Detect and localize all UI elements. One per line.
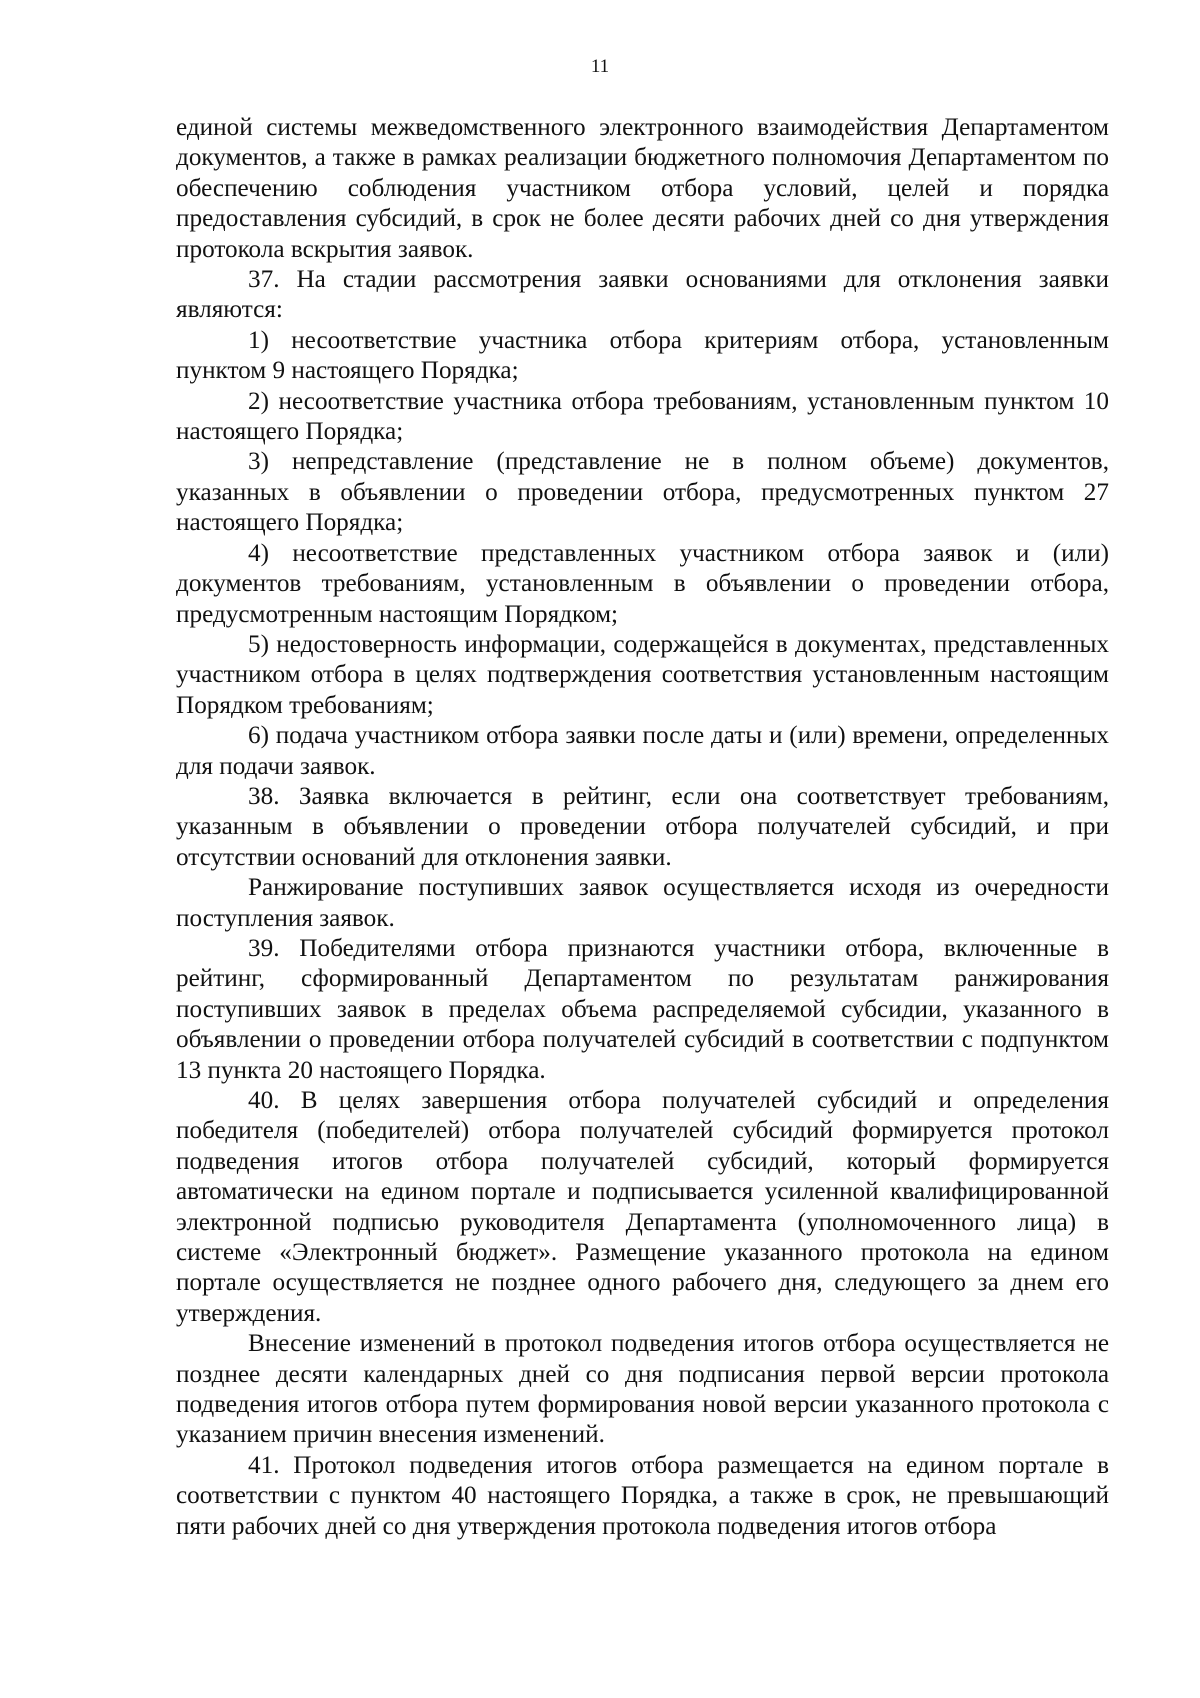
paragraph-item-40: 40. В целях завершения отбора получателей субсидий и определения победителя (победителей) отбора получателей субсидий формируется протокол подведения итогов отбора получателей субсидий, который формируется автоматически на едином портале и подписывается усиленной квалифицированной электронной подписью руководителя Департамента (уполномоченного лица) в системе «Электронный бюджет». Размещение указанного протокола на едином портале осуществляется не позднее одного рабочего дня, следующего за днем его утверждения. [176, 1087, 1109, 1327]
paragraph-item-39: 39. Победителями отбора признаются участники отбора, включенные в рейтинг, сформированный Департаментом по результатам ранжирования поступивших заявок в пределах объема распределяемой субсидии, указанного в объявлении о проведении отбора получателей субсидий в соответствии с подпунктом 13 пункта 20 настоящего Порядка. [176, 934, 1109, 1084]
paragraph-subitem-1: 1) несоответствие участника отбора критериям отбора, установленным пунктом 9 настоящего Порядка; [176, 326, 1109, 385]
document-body [176, 113, 1109, 1542]
paragraph-protocol-changes: Внесение изменений в протокол подведения итогов отбора осуществляется не позднее десяти календарных дней со дня подписания первой версии протокола подведения итогов отбора путем формирования новой версии указанного протокола с указанием причин внесения изменений. [176, 1330, 1109, 1449]
paragraph-subitem-5: 5) недостоверность информации, содержащейся в документах, представленных участником отбора в целях подтверждения соответствия установленным настоящим Порядком требованиям; [176, 630, 1109, 719]
paragraph-continuation: единой системы межведомственного электронного взаимодействия Департаментом документов, а также в рамках реализации бюджетного полномочия Департаментом по обеспечению соблюдения участником отбора условий, целей и порядка предоставления субсидий, в срок не более десяти рабочих дней со дня утверждения протокола вскрытия заявок. [176, 114, 1109, 263]
paragraph-subitem-6: 6) подача участником отбора заявки после даты и (или) времени, определенных для подачи заявок. [176, 722, 1109, 780]
paragraph-item-37: 37. На стадии рассмотрения заявки основаниями для отклонения заявки являются: [176, 266, 1109, 324]
page-number: 11 [590, 56, 610, 77]
paragraph-subitem-4: 4) несоответствие представленных участником отбора заявок и (или) документов требованиям, установленным в объявлении о проведении отбора, предусмотренным настоящим Порядком; [176, 539, 1109, 628]
paragraph-ranking: Ранжирование поступивших заявок осуществляется исходя из очередности поступления заявок. [176, 874, 1109, 932]
paragraph-item-41: 41. Протокол подведения итогов отбора размещается на едином портале в соответствии с пунктом 40 настоящего Порядка, а также в срок, не превышающий пяти рабочих дней со дня утверждения протокола подведения итогов отбора [176, 1451, 1109, 1540]
paragraph-subitem-2: 2) несоответствие участника отбора требованиям, установленным пунктом 10 настоящего Порядка; [176, 387, 1109, 446]
paragraph-item-38: 38. Заявка включается в рейтинг, если она соответствует требованиям, указанным в объявлении о проведении отбора получателей субсидий, и при отсутствии оснований для отклонения заявки. [176, 782, 1109, 871]
paragraph-subitem-3: 3) непредставление (представление не в полном объеме) документов, указанных в объявлении о проведении отбора, предусмотренных пунктом 27 настоящего Порядка; [176, 448, 1109, 537]
